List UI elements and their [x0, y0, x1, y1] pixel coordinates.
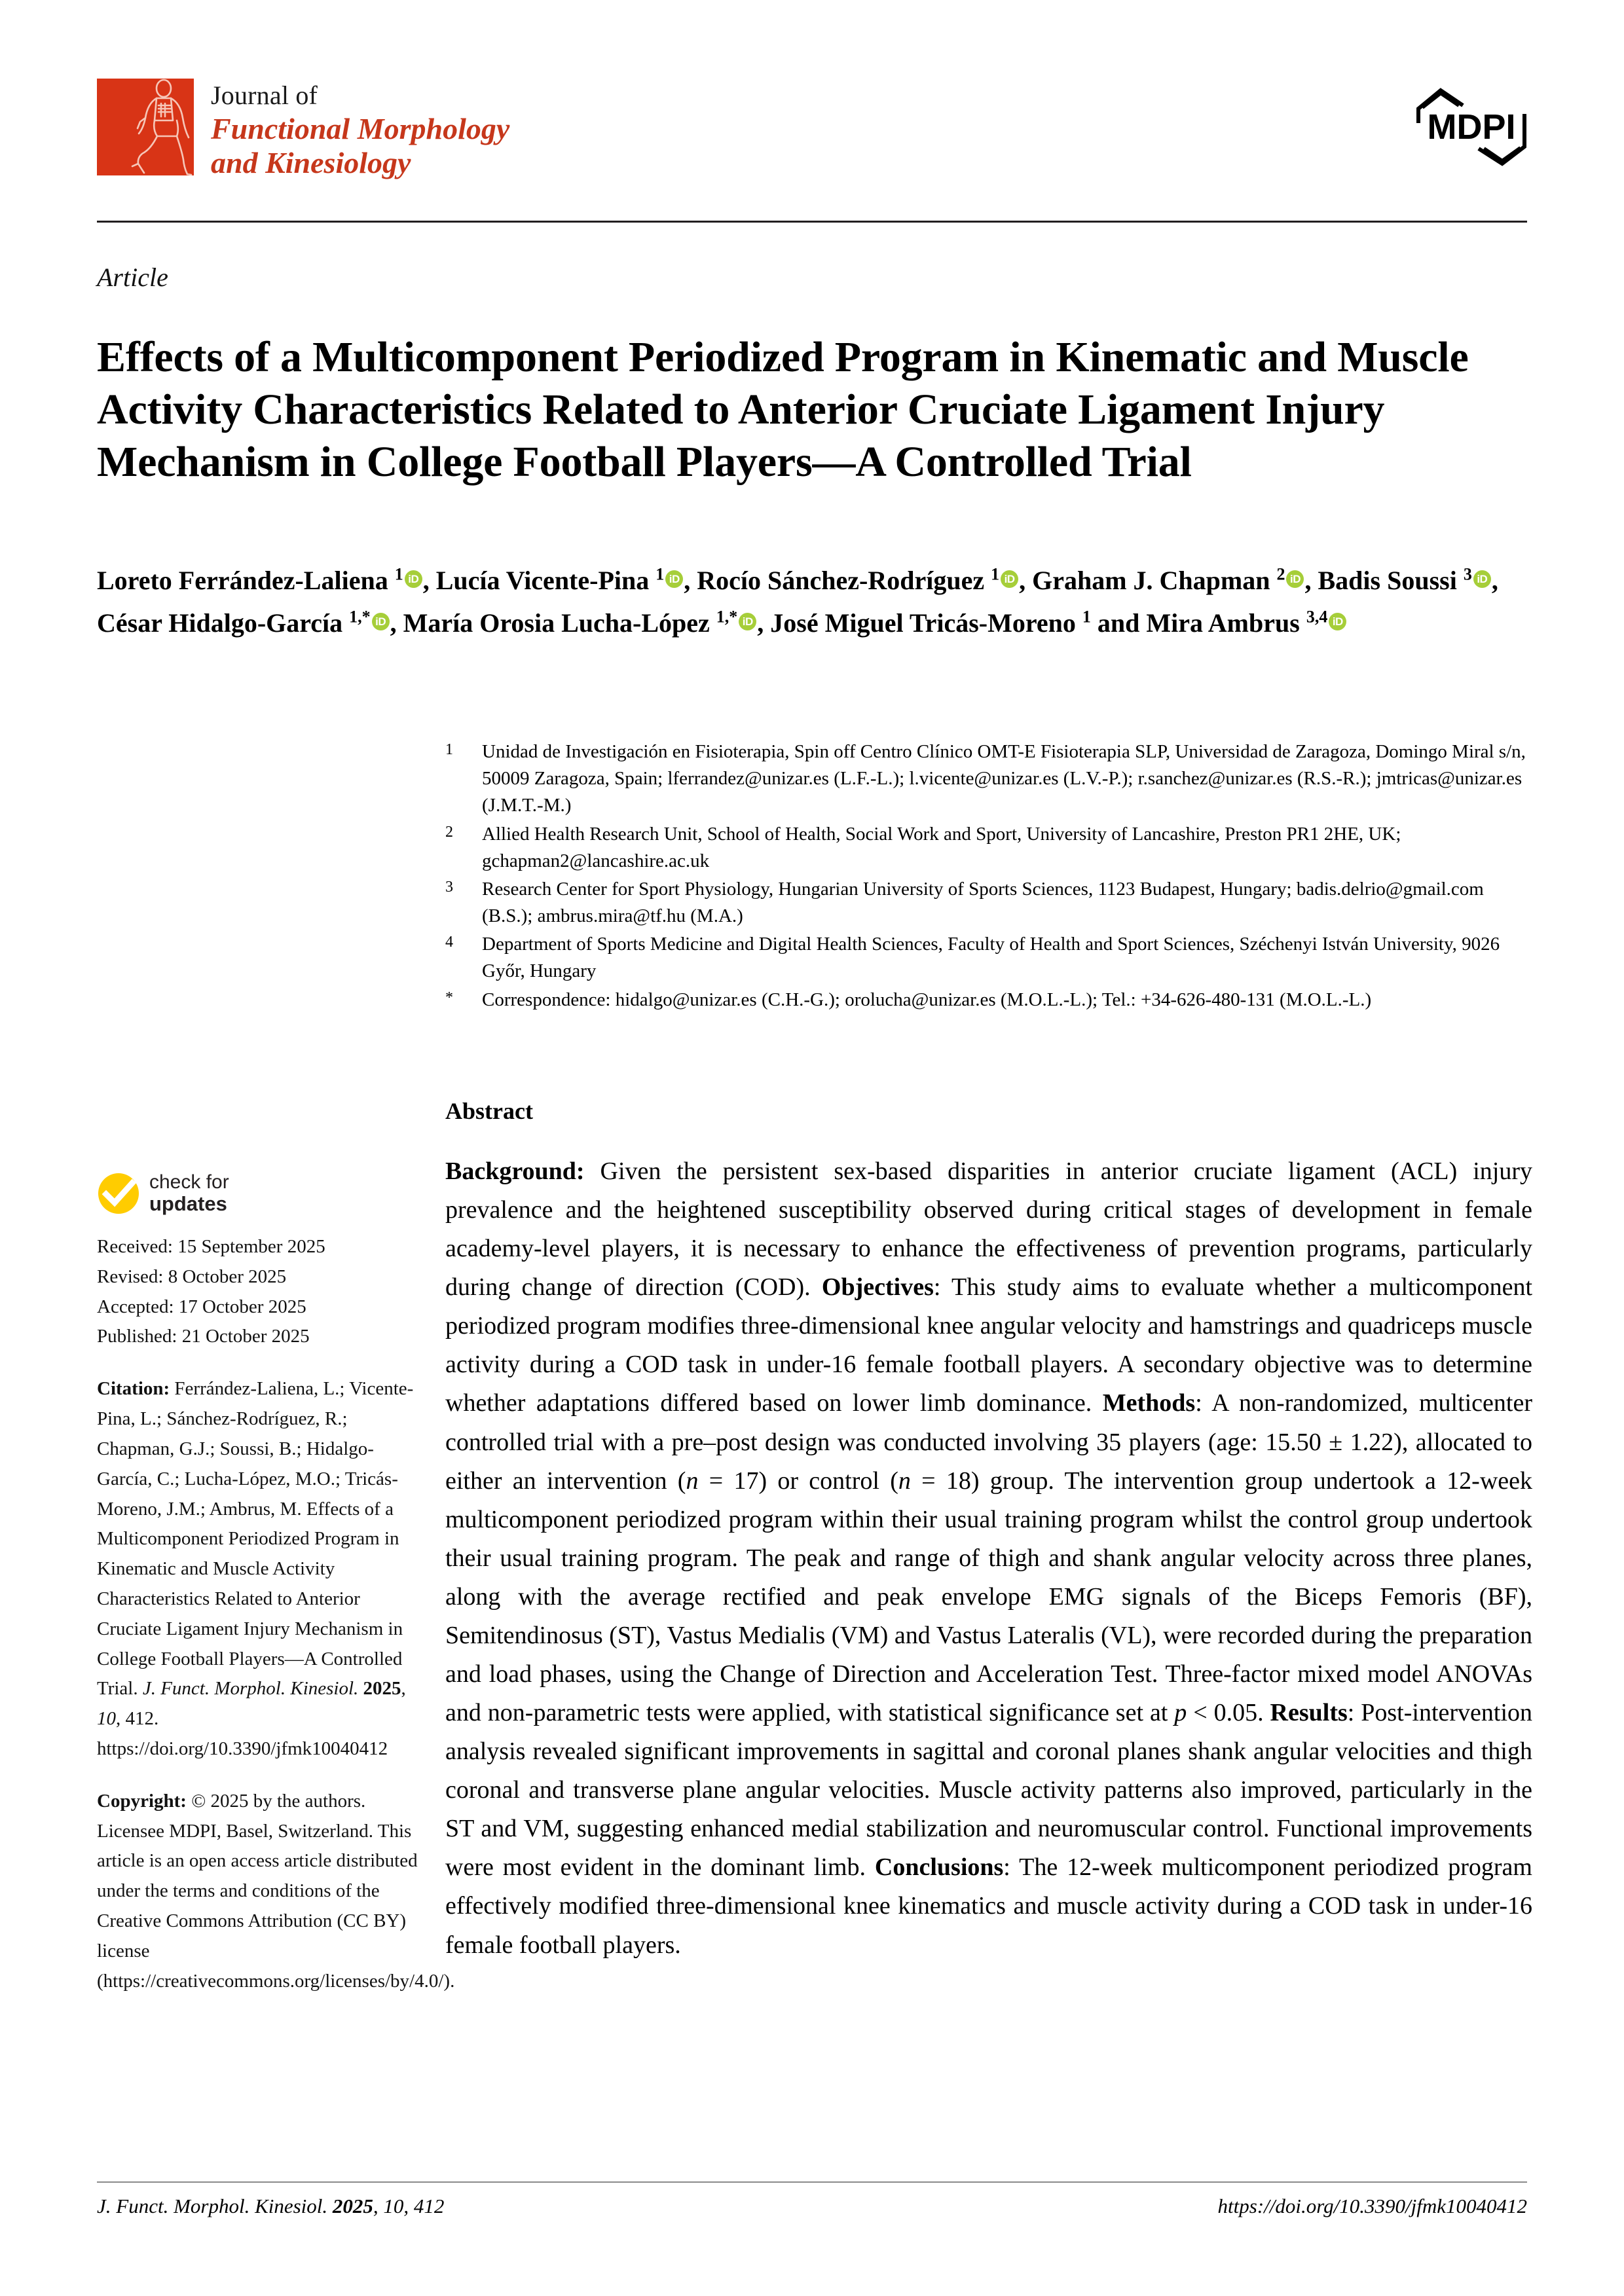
author-affiliation-marker: 1: [394, 564, 403, 584]
copyright-label: Copyright:: [97, 1790, 187, 1812]
abstract-section-label: Results: [1270, 1699, 1348, 1727]
page-header: [97, 79, 1527, 193]
affiliation-marker: 1: [445, 741, 453, 758]
orcid-icon[interactable]: iD: [1286, 570, 1304, 588]
affiliation-text: Unidad de Investigación en Fisioterapia, Spin off Centro Clínico OMT-E Fisioterapia SLP, Universidad de Zaragoza, Domingo Miral s/n, 50009 Zaragoza, Spain; lferrandez@unizar.es (L.F.-L.); l.vicente@unizar.es (L.V.-P.); r.sanchez@unizar.es (R.S.-R.); jmtricas@unizar.es (J.M.T.-M.): [482, 741, 1526, 816]
copyright-block: [97, 1787, 455, 1997]
abstract-paragraph-text: : A non-randomized, multicenter controlled trial with a pre–post design was conducted involving 35 players (age: 15.50 ± 1.22), allocated to either an intervention (: [445, 1389, 1532, 1495]
citation-volume: 10: [97, 1708, 116, 1730]
abstract-section-label: Conclusions: [874, 1853, 1004, 1882]
affiliation-text: Department of Sports Medicine and Digital Health Sciences, Faculty of Health and Sport Sciences, Széchenyi István University, 9026 Győr, Hungary: [482, 934, 1500, 982]
affiliation-list: [445, 738, 1532, 1018]
sidebar-metadata: [97, 1171, 455, 1997]
abstract-heading: Abstract: [445, 1098, 533, 1124]
author-affiliation-marker: 3: [1463, 564, 1472, 584]
revised-date: Revised: 8 October 2025: [97, 1266, 287, 1287]
author-affiliation-marker: 1: [1082, 607, 1091, 627]
accepted-date: Accepted: 17 October 2025: [97, 1296, 306, 1317]
author-name: César Hidalgo-García: [97, 608, 350, 638]
received-date: Received: 15 September 2025: [97, 1236, 325, 1257]
author-affiliation-marker: 1,*: [349, 607, 371, 627]
page-footer: [97, 2195, 1527, 2218]
affiliation-row: [445, 931, 1532, 985]
abstract-section: [445, 1097, 1532, 1965]
citation-doi-link[interactable]: https://doi.org/10.3390/jfmk10040412: [97, 1738, 388, 1759]
author-name: Rocío Sánchez-Rodríguez: [697, 566, 991, 595]
check-circle-icon: [97, 1172, 140, 1215]
author-name: Graham J. Chapman: [1032, 566, 1277, 595]
abstract-section-label: Objectives: [821, 1273, 934, 1302]
author-name: Lucía Vicente-Pina: [435, 566, 656, 595]
footer-article-number: 412: [413, 2195, 445, 2217]
abstract-paragraph-text: : The 12-week multicomponent periodized program effectively modified three-dimensional knee kinematics and muscle activity during a COD task in under-16 female football players.: [445, 1853, 1532, 1959]
abstract-section-label: Background:: [445, 1157, 585, 1185]
orcid-icon[interactable]: iD: [372, 613, 390, 630]
author-affiliation-marker: 2: [1276, 564, 1285, 584]
abstract-symbol: n: [686, 1467, 699, 1495]
footer-journal: J. Funct. Morphol. Kinesiol.: [97, 2195, 328, 2217]
orcid-icon[interactable]: iD: [739, 613, 756, 630]
affiliation-text: Allied Health Research Unit, School of Health, Social Work and Sport, University of Lancashire, Preston PR1 2HE, UK; gchapman2@lancashire.ac.uk: [482, 823, 1401, 871]
abstract-paragraph-text: : This study aims to evaluate whether a multicomponent periodized program modifies three-dimensional knee angular velocity and hamstrings and quadriceps muscle activity during a COD task in under-16 female football players. A secondary objective was to determine whether adaptations differed based on lower limb dominance.: [445, 1273, 1532, 1417]
author-name: Loreto Ferrández-Laliena: [97, 566, 395, 595]
journal-logo: [97, 79, 509, 180]
journal-title: [211, 79, 509, 180]
updates-label: updates: [149, 1192, 227, 1216]
citation-block: Citation: Ferrández-Laliena, L.; Vicente-Pina, L.; Sánchez-Rodríguez, R.; Chapman, G.J.; Soussi, B.; Hidalgo-García, C.; Lucha-López, M.O.; Tricás-Moreno, J.M.; Ambrus, M. Effects of a Multicomponent Periodized Program in Kinematic and Muscle Activity Characteristics Related to Anterior Cruciate Ligament Injury Mechanism in College Football Players—A Controlled Trial. J. Funct. Morphol. Kinesiol. 2025, 10, 412. https://doi.org/10.3390/jfmk10040412: [97, 1374, 424, 1764]
abstract-paragraph-text: = 18) group. The intervention group undertook a 12-week multicomponent periodized program within their usual training program whilst the control group undertook their usual training program. The peak and range of thigh and shank angular velocity across three planes, along with the average rectified and peak envelope EMG signals of the Biceps Femoris (BF), Semitendinosus (ST), Vastus Medialis (VM) and Vastus Lateralis (VL), were recorded during the preparation and load phases, using the Change of Direction and Acceleration Test. Three-factor mixed model ANOVAs and non-parametric tests were applied, with statistical significance set at: [445, 1467, 1533, 1727]
affiliation-marker: 3: [445, 878, 453, 896]
abstract-paragraph-text: = 17) or control (: [698, 1467, 898, 1495]
crossmark-check-for-updates[interactable]: [97, 1172, 424, 1215]
citation-journal: J. Funct. Morphol. Kinesiol.: [142, 1678, 359, 1700]
orcid-icon[interactable]: iD: [1001, 570, 1018, 588]
author-name: María Orosia Lucha-López: [403, 608, 716, 638]
footer-divider: [97, 2181, 1527, 2183]
abstract-paragraph-text: : Post-intervention analysis revealed significant improvements in sagittal and coronal planes shank angular velocities and thigh coronal and transverse plane angular velocities. Muscle activity patterns also improved, particularly in the ST and VM, suggesting enhanced medial stabilization and neuromuscular control. Functional improvements were most evident in the dominant limb.: [445, 1699, 1533, 1882]
orcid-icon[interactable]: iD: [1473, 570, 1491, 588]
mdpi-logo-text: MDPI: [1427, 107, 1516, 147]
copyright-text: © 2025 by the authors. Licensee MDPI, Basel, Switzerland. This article is an open access article distributed under the terms and conditions of the Creative Commons Attribution (CC BY) license (https://creativecommons.org/licenses/by/4.0/).: [97, 1790, 455, 1992]
affiliation-row: [445, 738, 1532, 820]
citation-label: Citation:: [97, 1378, 170, 1400]
footer-doi[interactable]: https://doi.org/10.3390/jfmk10040412: [1217, 2195, 1527, 2217]
journal-title-prefix: Journal of: [211, 81, 318, 110]
author-affiliation-marker: 1: [655, 564, 665, 584]
running-figure-icon: [97, 79, 194, 175]
orcid-icon[interactable]: iD: [665, 570, 683, 588]
journal-title-line2: and Kinesiology: [211, 145, 411, 179]
author-affiliation-marker: 1,*: [716, 607, 738, 627]
mdpi-logo: [1416, 84, 1527, 170]
page-title: Effects of a Multicomponent Periodized Program in Kinematic and Muscle Activity Characteristics Related to Anterior Cruciate Ligament Injury Mechanism in College Football Players—A Controlled Trial: [97, 333, 1469, 486]
abstract-section-label: Methods: [1102, 1389, 1196, 1417]
abstract-symbol: n: [898, 1467, 911, 1495]
author-affiliation-marker: 1: [991, 564, 1000, 584]
published-date: Published: 21 October 2025: [97, 1326, 310, 1347]
publication-dates: [97, 1232, 424, 1352]
author-name: José Miguel Tricás-Moreno: [770, 608, 1082, 638]
affiliation-marker: 2: [445, 823, 453, 841]
author-name: and Mira Ambrus: [1097, 608, 1306, 638]
affiliation-row: [445, 821, 1532, 875]
citation-year: 2025: [363, 1678, 401, 1700]
author-name: Badis Soussi: [1318, 566, 1464, 595]
affiliation-marker: *: [445, 989, 453, 1006]
article-type-label: Article: [97, 263, 168, 292]
header-divider: [97, 221, 1527, 223]
orcid-icon[interactable]: iD: [405, 570, 422, 588]
citation-text: Ferrández-Laliena, L.; Vicente-Pina, L.; Sánchez-Rodríguez, R.; Chapman, G.J.; Soussi, B.; Hidalgo-García, C.; Lucha-López, M.O.; Tricás-Moreno, J.M.; Ambrus, M. Effects of a Multicomponent Periodized Program in Kinematic and Muscle Activity Characteristics Related to Anterior Cruciate Ligament Injury Mechanism in College Football Players—A Controlled Trial.: [97, 1378, 414, 1700]
affiliation-marker: 4: [445, 934, 453, 951]
affiliation-row: [445, 987, 1532, 1017]
footer-citation: J. Funct. Morphol. Kinesiol. 2025, 10, 412: [97, 2195, 445, 2217]
affiliation-text: Correspondence: hidalgo@unizar.es (C.H.-G.); orolucha@unizar.es (M.O.L.-L.); Tel.: +34-626-480-131 (M.O.L.-L.): [482, 989, 1372, 1010]
check-for-label: check for: [149, 1171, 229, 1194]
abstract-symbol: p: [1174, 1699, 1187, 1727]
abstract-paragraph-text: Given the persistent sex-based disparities in anterior cruciate ligament (ACL) injury prevalence and the heightened susceptibility observed during critical stages of development in female academy-level players, it is necessary to enhance the effectiveness of prevention programs, particularly during change of direction (COD).: [445, 1157, 1532, 1302]
citation-pages: , 412.: [116, 1708, 159, 1730]
affiliation-row: [445, 876, 1532, 930]
footer-volume: 10: [383, 2195, 404, 2217]
affiliation-text: Research Center for Sport Physiology, Hungarian University of Sports Sciences, 1123 Budapest, Hungary; badis.delrio@gmail.com (B.S.); ambrus.mira@tf.hu (M.A.): [482, 878, 1484, 927]
footer-year: 2025: [332, 2195, 373, 2217]
journal-title-line1: Functional Morphology: [211, 112, 510, 145]
orcid-icon[interactable]: iD: [1329, 613, 1346, 630]
abstract-paragraph-text: < 0.05.: [1187, 1699, 1270, 1727]
author-affiliation-marker: 3,4: [1306, 607, 1328, 627]
author-list: Loreto Ferrández-Laliena $^1$ iD , Lucía Vicente-Pina $^1$ iD , Rocío Sánchez-Rodríguez $^1$ iD , Graham J. Chapman $^2$ iD , Badis Soussi $^3$ iD , César Hidalgo-García $^{1,*}$ iD , María Orosia Lucha-López $^{1,*}$ iD , José Miguel Tricás-Moreno $^1$ and Mira Ambrus $^{3,4}$ iD: [97, 564, 1498, 638]
abstract-text: [445, 1152, 1532, 1965]
